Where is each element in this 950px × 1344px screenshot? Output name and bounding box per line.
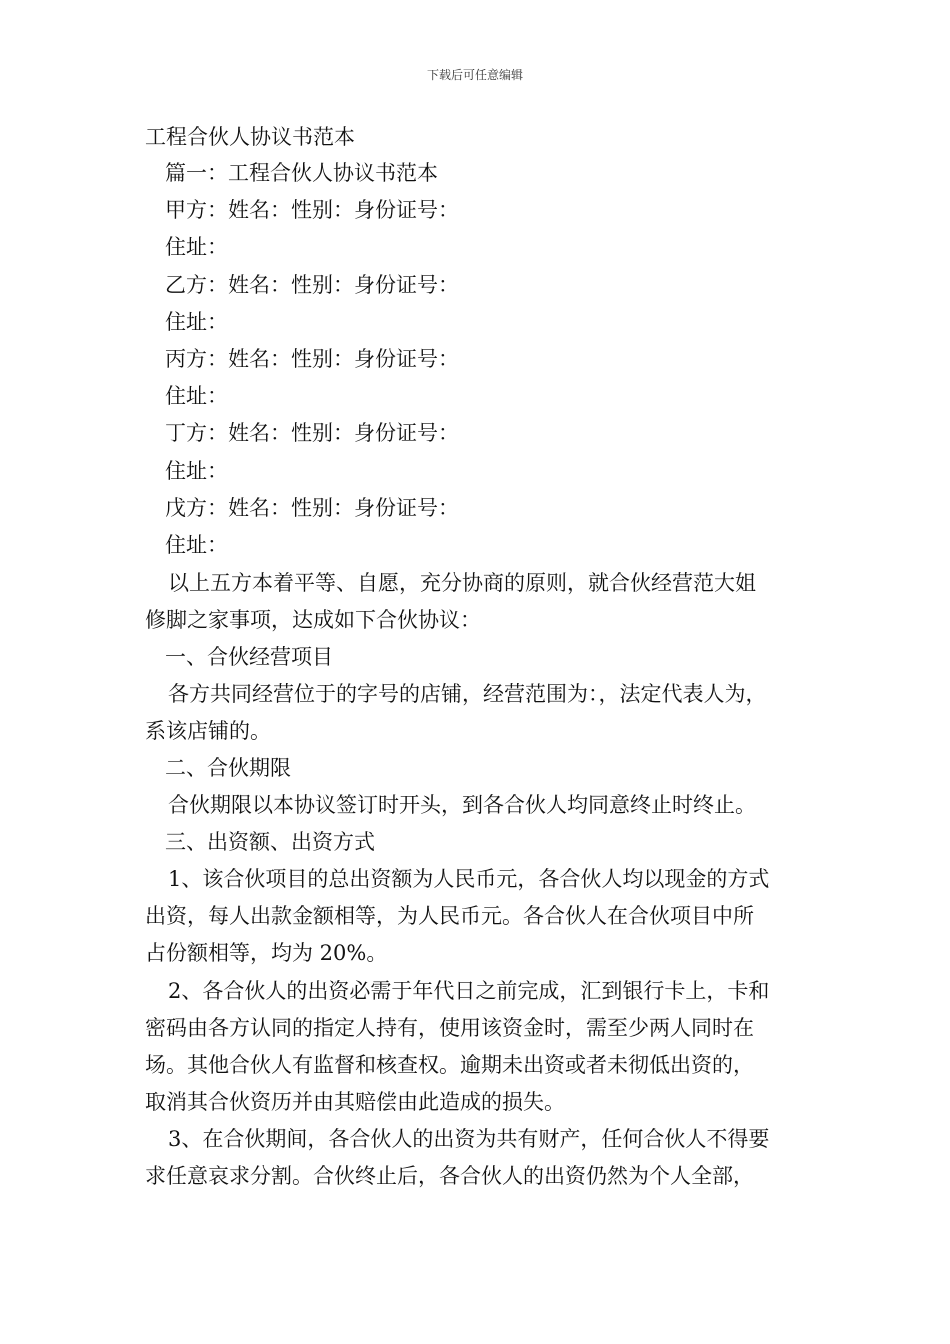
paragraph-line: 2、各合伙人的出资必需于年代日之前完成，汇到银行卡上，卡和 <box>168 979 770 1003</box>
paragraph-line: 占份额相等，均为 20%。 <box>145 941 388 965</box>
paragraph-line: 1、该合伙项目的总出资额为人民币元，各合伙人均以现金的方式 <box>168 867 770 891</box>
section-heading: 一、合伙经营项目 <box>165 645 333 669</box>
paragraph-line: 戊方：姓名：性别：身份证号： <box>165 496 459 520</box>
paragraph-line: 各方共同经营位于的字号的店铺，经营范围为：，法定代表人为， <box>168 682 767 706</box>
paragraph-line: 篇一：工程合伙人协议书范本 <box>165 161 438 185</box>
paragraph-line: 住址： <box>165 384 228 408</box>
paragraph-line: 住址： <box>165 533 228 557</box>
paragraph-line: 系该店铺的。 <box>145 719 271 743</box>
section-heading: 二、合伙期限 <box>165 756 291 780</box>
paragraph-line: 合伙期限以本协议签订时开头，到各合伙人均同意终止时终止。 <box>168 793 756 817</box>
paragraph-line: 取消其合伙资历并由其赔偿由此造成的损失。 <box>145 1090 565 1114</box>
section-heading: 三、出资额、出资方式 <box>165 830 375 854</box>
paragraph-line: 丙方：姓名：性别：身份证号： <box>165 347 459 371</box>
document-title: 工程合伙人协议书范本 <box>145 125 355 149</box>
paragraph-line: 住址： <box>165 310 228 334</box>
paragraph-line: 求任意哀求分割。合伙终止后，各合伙人的出资仍然为个人全部， <box>145 1164 754 1188</box>
paragraph-line: 修脚之家事项，达成如下合伙协议： <box>145 608 481 632</box>
paragraph-line: 密码由各方认同的指定人持有，使用该资金时，需至少两人同时在 <box>145 1016 754 1040</box>
paragraph-line: 甲方：姓名：性别：身份证号： <box>165 198 459 222</box>
paragraph-line: 丁方：姓名：性别：身份证号： <box>165 421 459 445</box>
paragraph-line: 住址： <box>165 235 228 259</box>
paragraph-line: 乙方：姓名：性别：身份证号： <box>165 273 459 297</box>
page-header: 下载后可任意编辑 <box>426 68 523 82</box>
paragraph-line: 场。其他合伙人有监督和核查权。逾期未出资或者未彻低出资的， <box>145 1053 754 1077</box>
paragraph-line: 出资，每人出款金额相等，为人民币元。各合伙人在合伙项目中所 <box>145 904 754 928</box>
paragraph-line: 以上五方本着平等、自愿，充分协商的原则，就合伙经营范大姐 <box>168 571 756 595</box>
paragraph-line: 3、在合伙期间，各合伙人的出资为共有财产，任何合伙人不得要 <box>168 1127 770 1151</box>
paragraph-line: 住址： <box>165 459 228 483</box>
